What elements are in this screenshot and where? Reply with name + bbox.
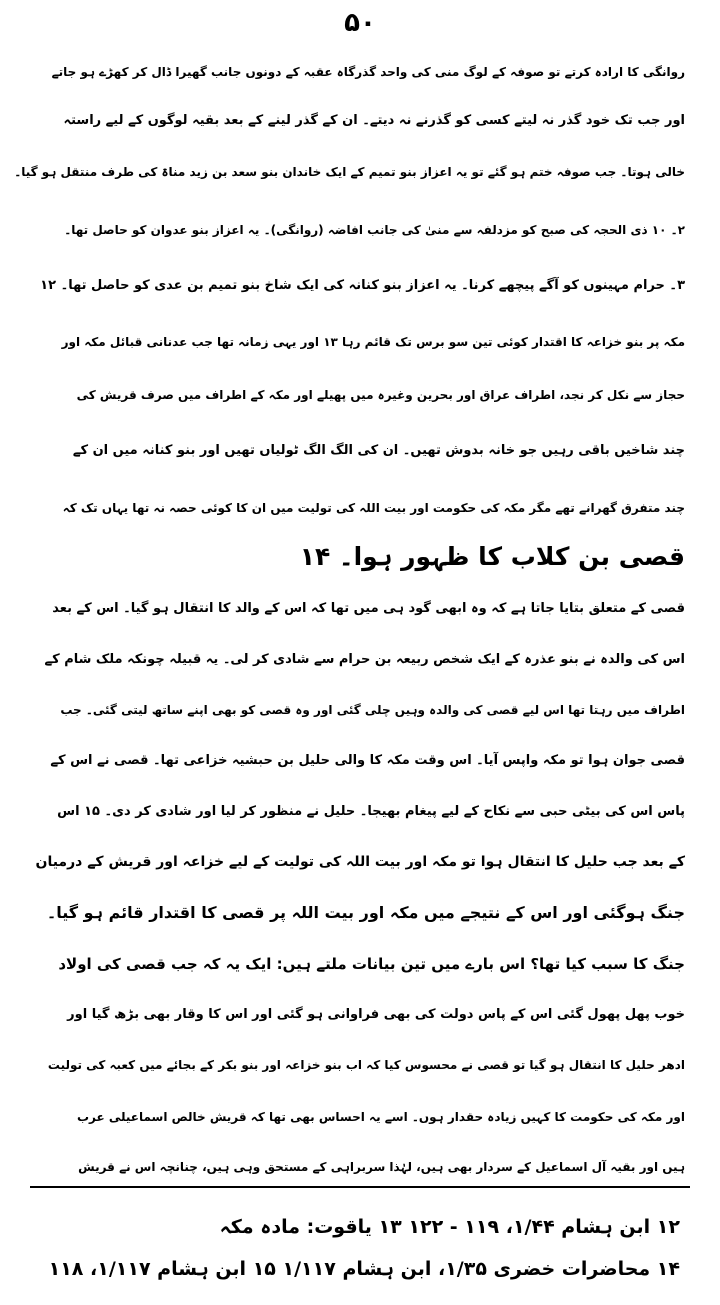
text-line: قصی بن کلاب کا ظہور ہوا۔ ۱۴	[299, 542, 685, 571]
text-line: خالی ہوتا۔ جب صوفہ ختم ہو گئے تو یہ اعزاز بنو تمیم کے ایک خاندان بنو سعد بن زید مناۃ کی طرف منتقل ہو گیا۔	[14, 165, 685, 179]
text-line: اور جب تک خود گذر نہ لیتے کسی کو گذرنے نہ دیتے۔ ان کے گذر لینے کے بعد بقیہ لوگوں کے لیے راستہ	[63, 113, 685, 128]
text-line: کے بعد جب حلیل کا انتقال ہوا تو مکہ اور بیت اللہ کی تولیت کے لیے خزاعہ اور قریش کے درمیان	[35, 854, 685, 870]
text-line: اطراف میں رہتا تھا اس لیے قصی کی والدہ وہیں چلی گئی اور وہ قصی کو بھی اپنے ساتھ لیتی گئی۔ جب	[60, 703, 685, 717]
footnote-divider	[30, 1186, 690, 1188]
text-line: جنگ کا سبب کیا تھا؟ اس بارے میں تین بیانات ملتے ہیں: ایک یہ کہ جب قصی کی اولاد	[58, 955, 685, 973]
text-line: خوب پھل پھول گئی اس کے پاس دولت کی بھی فراوانی ہو گئی اور اس کا وقار بھی بڑھ گیا اور	[67, 1007, 685, 1022]
text-line: چند شاخیں باقی رہیں جو خانہ بدوش تھیں۔ ان کی الگ الگ ٹولیاں تھیں اور بنو کنانہ میں ان کے	[72, 443, 685, 458]
text-line: حجاز سے نکل کر نجد، اطراف عراق اور بحرین وغیرہ میں پھیلے اور مکہ کے اطراف میں صرف قریش کی	[76, 388, 685, 402]
text-line: ہیں اور بقیہ آل اسماعیل کے سردار بھی ہیں، لہٰذا سربراہی کے مستحق وہی ہیں، چنانچہ اس نے قریش	[78, 1160, 685, 1174]
text-line: اور مکہ کی حکومت کا کہیں زیادہ حقدار ہوں۔ اسے یہ احساس بھی تھا کہ قریش خالص اسماعیلی عرب	[76, 1110, 685, 1124]
text-line: جنگ ہوگئی اور اس کے نتیجے میں مکہ اور بیت اللہ پر قصی کا اقتدار قائم ہو گیا۔	[46, 903, 685, 922]
text-line: ادھر حلیل کا انتقال ہو گیا تو قصی نے محسوس کیا کہ اب بنو خزاعہ اور بنو بکر کے بجائے میں کعبہ کی تولیت	[47, 1058, 685, 1072]
footnote-line: ۱۴ محاضرات خضری ۱/۳۵، ابن ہشام ۱/۱۱۷ ۱۵ ابن ہشام ۱/۱۱۷، ۱۱۸	[48, 1258, 680, 1280]
text-line: روانگی کا ارادہ کرتے تو صوفہ کے لوگ منی کی واحد گذرگاہ عقبہ کے دونوں جانب گھیرا ڈال کر کھڑے ہو جاتے	[51, 65, 685, 79]
text-line: مکہ پر بنو خزاعہ کا اقتدار کوئی تین سو برس تک قائم رہا ۱۳ اور یہی زمانہ تھا جب عدنانی قبائل مکہ اور	[61, 335, 685, 349]
text-line: چند متفرق گھرانے تھے مگر مکہ کی حکومت اور بیت اللہ کی تولیت میں ان کا کوئی حصہ نہ تھا یہاں تک کہ	[62, 501, 685, 515]
page-number: ۵۰	[344, 8, 376, 38]
text-line: ۳۔ حرام مہینوں کو آگے پیچھے کرنا۔ یہ اعزاز بنو کنانہ کی ایک شاخ بنو تمیم بن عدی کو حاصل تھا۔ ۱۲	[40, 278, 685, 293]
text-line: ۲۔ ۱۰ ذی الحجہ کی صبح کو مزدلفہ سے منیٰ کی جانب افاضہ (روانگی)۔ یہ اعزاز بنو عدوان کو حاصل تھا۔	[64, 223, 685, 237]
text-line: پاس اس کی بیٹی حبی سے نکاح کے لیے پیغام بھیجا۔ حلیل نے منظور کر لیا اور شادی کر دی۔ ۱۵ اس	[57, 804, 685, 819]
text-line: اس کی والدہ نے بنو عذرہ کے ایک شخص ربیعہ بن حرام سے شادی کر لی۔ یہ قبیلہ چونکہ ملک شام کے	[44, 652, 685, 667]
footnote-line: ۱۲ ابن ہشام ۱/۴۴، ۱۱۹ - ۱۲۲ ۱۳ یاقوت: مادہ مکہ	[219, 1216, 680, 1238]
text-line: قصی جوان ہوا تو مکہ واپس آیا۔ اس وقت مکہ کا والی حلیل بن حبشیہ خزاعی تھا۔ قصی نے اس کے	[50, 753, 685, 768]
text-line: قصی کے متعلق بتایا جاتا ہے کہ وہ ابھی گود ہی میں تھا کہ اس کے والد کا انتقال ہو گیا۔ اس کے بعد	[52, 601, 685, 616]
